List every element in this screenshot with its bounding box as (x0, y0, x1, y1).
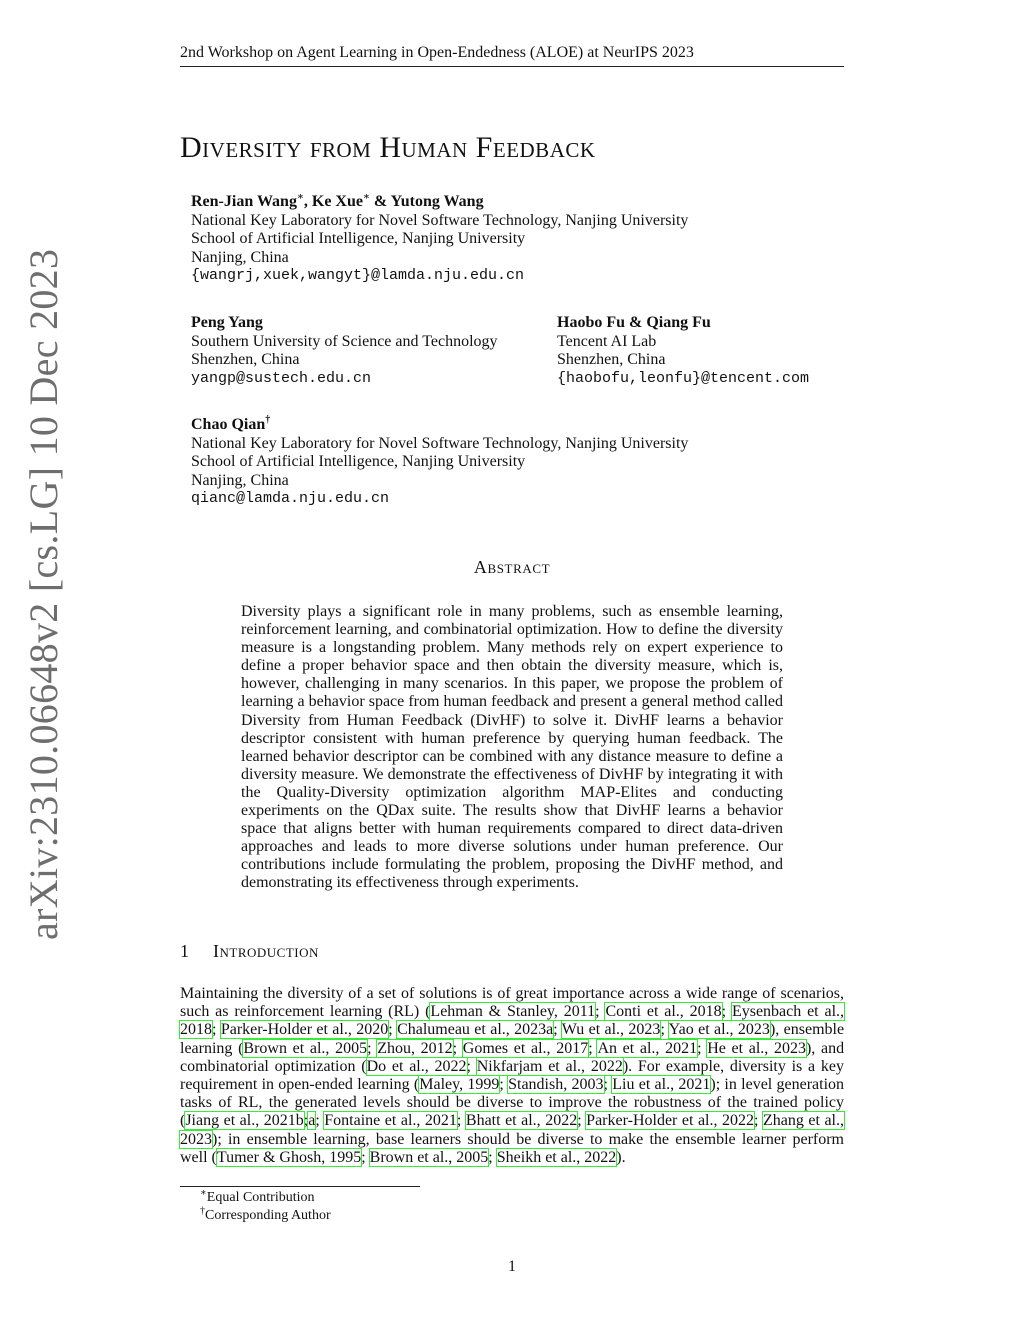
paragraph-text: ; (697, 1039, 708, 1057)
abstract-text: Diversity plays a significant role in many problems, such as ensemble learning, reinforcement learning, and combinatorial optimization. How to define the diversity measure is a longstanding problem. Many methods rely on expert experience to define a proper behavior space and then obtain the diversity measure, which is, however, challenging in many scenarios. In this paper, we propose the problem of learning a behavior space from human feedback and present a general method called Diversity from Human Feedback (DivHF) to solve it. DivHF learns a behavior descriptor consistent with human preference by querying human feedback. The learned behavior descriptor can be combined with any distance measure to define a diversity measure. We demonstrate the effectiveness of DivHF by integrating it with the Quality-Diversity optimization algorithm MAP-Elites and conducting experiments on the QDax suite. The results show that DivHF learns a behavior space that aligns better with human requirements compared to direct data-driven approaches and leads to more diverse solutions under human preference. Our contributions include formulating the problem, proposing the DivHF method, and demonstrating its effectiveness through experiments. (241, 603, 783, 892)
page-number: 1 (508, 1258, 516, 1275)
footnote-text: Corresponding Author (205, 1208, 331, 1223)
section-title: Introduction (213, 941, 319, 961)
paragraph-text: ; (456, 1112, 466, 1130)
paragraph-text: ; (303, 1112, 309, 1130)
affiliation-line: Southern University of Science and Technology (191, 332, 498, 350)
author-group-1 (191, 193, 688, 286)
author-name: Ke Xue (311, 193, 363, 210)
paragraph-text: Maintaining the diversity of a set of solutions is of great importance across a wide range of scenarios, such as reinforcement learning (RL) ( (180, 985, 844, 1021)
paragraph-text: ). (616, 1148, 626, 1166)
author-email[interactable]: {wangrj,xuek,wangyt}@lamda.nju.edu.cn (191, 267, 525, 284)
paragraph-text: ; (721, 1003, 732, 1021)
paragraph-text: ; (466, 1057, 477, 1075)
citation-link[interactable]: Yao et al., 2023 (668, 1021, 770, 1039)
paragraph-text: ; (388, 1021, 398, 1039)
author-group-4 (191, 416, 688, 509)
citation-link[interactable]: Do et al., 2022 (366, 1057, 467, 1075)
citation-link[interactable]: Gomes et al., 2017 (462, 1039, 589, 1057)
paragraph-text: ). For example, diversity is a key requirement in open-ended learning ( (180, 1057, 844, 1094)
affiliation-line: National Key Laboratory for Novel Software Technology, Nanjing University (191, 434, 689, 452)
author-group-3 (557, 314, 809, 388)
section-heading (180, 941, 319, 962)
footnote-mark: ∗ (200, 1187, 207, 1199)
citation-link[interactable]: Standish, 2003 (508, 1076, 604, 1094)
citation-link[interactable]: Brown et al., 2005 (369, 1148, 489, 1166)
footnote-mark: † (200, 1205, 205, 1217)
paragraph-text: ; (588, 1039, 598, 1057)
paragraph-text: ; (452, 1039, 463, 1057)
paragraph-text: ), and combinatorial optimization ( (180, 1039, 845, 1075)
abstract-heading: Abstract (473, 557, 551, 577)
paragraph-text: ; (212, 1021, 221, 1039)
citation-link[interactable]: An et al., 2021 (597, 1039, 698, 1057)
paragraph-text: ; (595, 1003, 606, 1021)
paragraph-text: ; (499, 1076, 509, 1094)
paragraph-text: ; (660, 1021, 669, 1039)
citation-link[interactable]: Parker-Holder et al., 2020 (220, 1021, 389, 1039)
running-head: 2nd Workshop on Agent Learning in Open-Endedness (ALOE) at NeurIPS 2023 (180, 44, 844, 67)
affiliation-line: National Key Laboratory for Novel Software Technology, Nanjing University (191, 211, 689, 229)
footnote-divider (180, 1186, 420, 1187)
author-email[interactable]: yangp@sustech.edu.cn (191, 369, 372, 387)
citation-link[interactable]: Wu et al., 2023 (561, 1021, 661, 1039)
author-names: Ren-Jian Wang∗, Ke Xue∗ & Yutong Wang (191, 191, 484, 210)
citation-link[interactable]: Jiang et al., 2021b (185, 1112, 304, 1130)
paragraph-text: ; (361, 1148, 370, 1166)
citation-link[interactable]: Zhou, 2012 (377, 1039, 453, 1057)
author-name: Ren-Jian Wang (191, 193, 297, 210)
paragraph-text: ), ensemble learning ( (180, 1021, 845, 1057)
citation-link[interactable]: Eysenbach et al., 2018 (180, 1003, 845, 1039)
citation-link[interactable]: He et al., 2023 (707, 1039, 806, 1057)
affiliation-line: Tencent AI Lab (557, 332, 657, 350)
paragraph-text: ); in level generation tasks of RL, the generated levels should be diverse to improve the robustness of the trained policy ( (180, 1076, 845, 1130)
affiliation-line: School of Artificial Intelligence, Nanjing University (191, 230, 526, 247)
author-name: Chao Qian (191, 416, 266, 433)
citation-link[interactable]: Parker-Holder et al., 2022 (586, 1112, 755, 1130)
citation-link[interactable]: Zhang et al., 2023 (180, 1112, 844, 1148)
citation-link[interactable]: a (308, 1112, 316, 1130)
arxiv-identifier[interactable]: arXiv:2310.06648v2 [cs.LG] 10 Dec 2023 (21, 248, 66, 940)
affiliation-line: Nanjing, China (191, 248, 289, 266)
affiliation-line: Nanjing, China (191, 471, 289, 489)
corresponding-author-mark: † (265, 414, 271, 426)
paragraph-text: ; (315, 1112, 325, 1130)
citation-link[interactable]: Brown et al., 2005 (243, 1039, 368, 1057)
paragraph-text: ; (577, 1112, 587, 1130)
citation-link[interactable]: Nikfarjam et al., 2022 (476, 1057, 623, 1075)
paragraph-text: ; (553, 1021, 562, 1039)
author-email[interactable]: qianc@lamda.nju.edu.cn (191, 490, 390, 507)
affiliation-line: Shenzhen, China (557, 351, 666, 368)
paper-title: Diversity from Human Feedback (180, 131, 596, 164)
footnote-text: Equal Contribution (206, 1190, 315, 1205)
author-name: & Yutong Wang (373, 193, 484, 210)
citation-link[interactable]: Fontaine et al., 2021 (324, 1112, 457, 1130)
paragraph-text: ; (367, 1039, 378, 1057)
affiliation-line: School of Artificial Intelligence, Nanjing University (191, 453, 526, 470)
author-group-2 (191, 314, 498, 388)
paragraph-text: ); in ensemble learning, base learners should be diverse to make the ensemble learner perform well ( (180, 1130, 844, 1166)
paragraph-text: ; (754, 1112, 763, 1130)
paragraph-text: ; (488, 1148, 497, 1166)
citation-link[interactable]: Chalumeau et al., 2023a (397, 1021, 554, 1039)
section-number: 1 (180, 941, 190, 961)
citation-link[interactable]: Tumer & Ghosh, 1995 (216, 1148, 362, 1166)
equal-contribution-mark: ∗ (296, 191, 304, 203)
author-names: Peng Yang (191, 314, 263, 331)
paragraph-text: ; (603, 1076, 613, 1094)
citation-link[interactable]: Conti et al., 2018 (605, 1003, 722, 1021)
citation-link[interactable]: Liu et al., 2021 (612, 1076, 711, 1094)
introduction-paragraph (180, 985, 844, 1167)
footnote-corresponding-author (200, 1205, 331, 1224)
author-names: Haobo Fu & Qiang Fu (557, 314, 711, 331)
author-email[interactable]: {haobofu,leonfu}@tencent.com (557, 369, 810, 387)
citation-link[interactable]: Maley, 1999 (419, 1076, 500, 1094)
equal-contribution-mark: ∗ (362, 191, 370, 203)
citation-link[interactable]: Bhatt et al., 2022 (465, 1112, 578, 1130)
affiliation-line: Shenzhen, China (191, 351, 300, 368)
footnote-equal-contribution (200, 1187, 315, 1206)
citation-link[interactable]: Sheikh et al., 2022 (496, 1148, 617, 1166)
citation-link[interactable]: Lehman & Stanley, 2011 (430, 1003, 596, 1021)
